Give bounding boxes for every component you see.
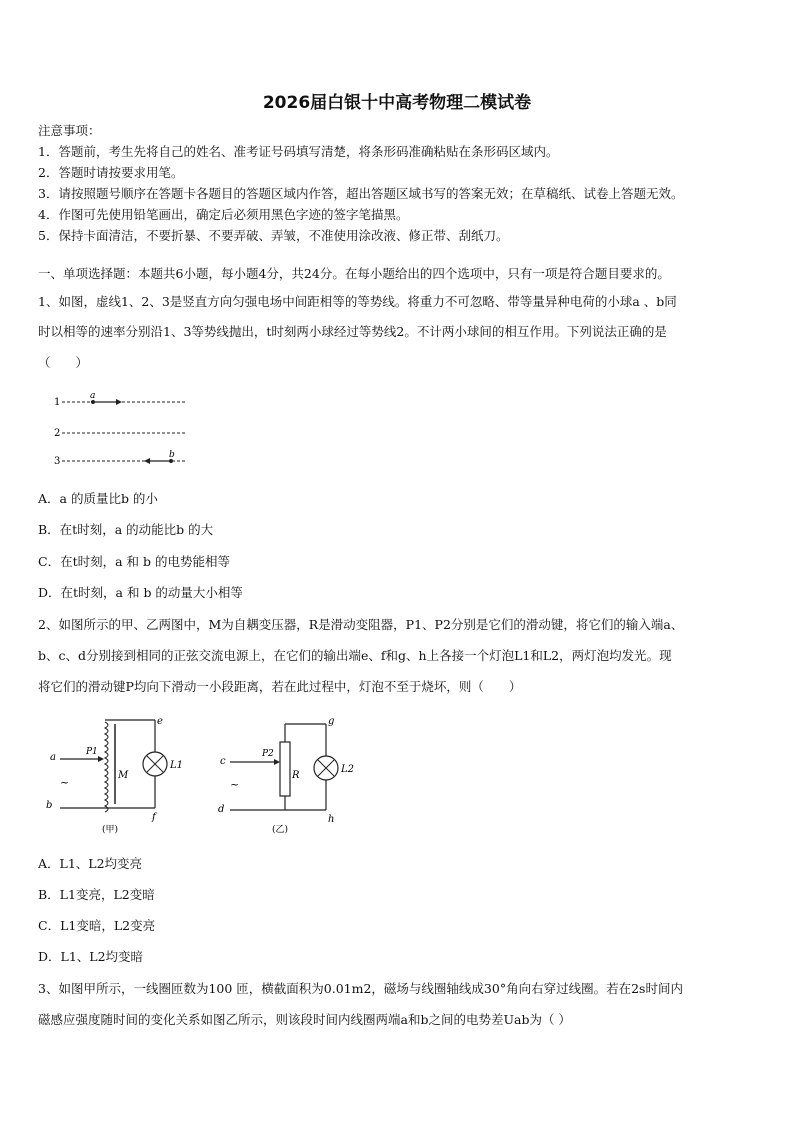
line-label-3: 3 (54, 456, 61, 467)
notice-item: 4．作图可先使用铅笔画出，确定后必须用黑色字迹的签字笔描黑。 (38, 207, 409, 222)
q3-stem-line2: 磁感应强度随时间的变化关系如图乙所示，则该段时间内线圈两端a和b之间的电势差Uab为（ ） (38, 1012, 571, 1027)
notice-heading: 注意事项： (38, 123, 101, 138)
q1-option-c: C．在t时刻，a 和 b 的电势能相等 (38, 554, 230, 569)
q1-option-d: D．在t时刻，a 和 b 的动量大小相等 (38, 585, 243, 600)
label-m: M (118, 770, 129, 781)
q1-stem-line2: 时以相等的速率分别沿1、3等势线抛出，t时刻两小球经过等势线2。不计两小球间的相互作用。下列说法正确的是 (38, 324, 667, 339)
page-title: 2026届白银十中高考物理二模试卷 (262, 93, 532, 113)
figure-caption-jia: (甲) (102, 825, 119, 835)
q1-figure (50, 388, 195, 450)
label-r: R (292, 770, 300, 781)
arrowhead-icon (274, 759, 280, 765)
notice-item: 3．请按照题号顺序在答题卡各题目的答题区域内作答，超出答题区域书写的答案无效；在草稿纸、试卷上答题无效。 (38, 186, 684, 201)
ac-source-icon: ~ (230, 778, 240, 791)
q2-stem-line2: b、c、d分别接到相同的正弦交流电源上，在它们的输出端e、f和g、h上各接一个灯泡L1和L2，两灯泡均发光。现 (38, 648, 672, 663)
label-l2: L2 (341, 764, 355, 775)
q1-option-a: A．a 的质量比b 的小 (38, 491, 158, 506)
label-a: a (50, 752, 56, 763)
label-g: g (328, 716, 335, 727)
label-d: d (218, 804, 225, 815)
q2-option-b: B．L1变亮，L2变暗 (38, 887, 155, 902)
notice-item: 2．答题时请按要求用笔。 (38, 165, 184, 180)
label-c: c (220, 756, 226, 767)
q2-option-d: D．L1、L2均变暗 (38, 949, 144, 964)
figure-caption-yi: (乙) (272, 825, 289, 835)
q1-option-b: B．在t时刻，a 的动能比b 的大 (38, 522, 214, 537)
arrowhead-icon (116, 399, 122, 405)
label-h: h (328, 814, 335, 825)
label-b: b (46, 800, 53, 811)
ball-a-label: a (90, 391, 96, 401)
label-p1: P1 (86, 747, 98, 757)
arrowhead-icon (98, 756, 104, 762)
label-l1: L1 (170, 760, 184, 771)
line-label-1: 1 (54, 397, 61, 408)
q2-option-c: C．L1变暗，L2变亮 (38, 918, 156, 933)
notice-item: 5．保持卡面清洁，不要折暴、不要弄破、弄皱，不准使用涂改液、修正带、刮纸刀。 (38, 228, 509, 243)
q2-stem-line3: 将它们的滑动键P均向下滑动一小段距离，若在此过程中，灯泡不至于烧坏，则（ ） (38, 679, 522, 694)
rheostat-r (280, 742, 290, 796)
arrowhead-icon (144, 458, 150, 464)
q1-bracket: （ ） (38, 355, 89, 370)
ac-source-icon: ~ (60, 776, 70, 789)
q3-stem-line1: 3、如图甲所示，一线圈匝数为100 匝，横截面积为0.01m2，磁场与线圈轴线成30°角向右穿过线圈。若在2s时间内 (38, 981, 683, 996)
q1-figure-bottom (50, 448, 195, 472)
label-p2: P2 (262, 749, 274, 759)
label-f: f (152, 812, 156, 823)
q2-figure (40, 712, 370, 842)
transformer-coil-icon (105, 722, 108, 812)
label-e: e (157, 716, 163, 727)
q2-option-a: A．L1、L2均变亮 (38, 856, 143, 871)
q2-stem-line1: 2、如图所示的甲、乙两图中，M为自耦变压器，R是滑动变阻器，P1、P2分别是它们的滑动键，将它们的输入端a、 (38, 617, 684, 632)
section-heading: 一、单项选择题：本题共6小题，每小题4分，共24分。在每小题给出的四个选项中，只有一项是符合题目要求的。 (38, 266, 670, 281)
q1-stem-line1: 1、如图，虚线1、2、3是竖直方向匀强电场中间距相等的等势线。将重力不可忽略、带等量异种电荷的小球a 、b同 (38, 294, 677, 309)
notice-item: 1．答题前，考生先将自己的姓名、准考证号码填写清楚，将条形码准确粘贴在条形码区域内。 (38, 144, 559, 159)
line-label-2: 2 (54, 428, 61, 439)
ball-b-label: b (169, 450, 175, 460)
